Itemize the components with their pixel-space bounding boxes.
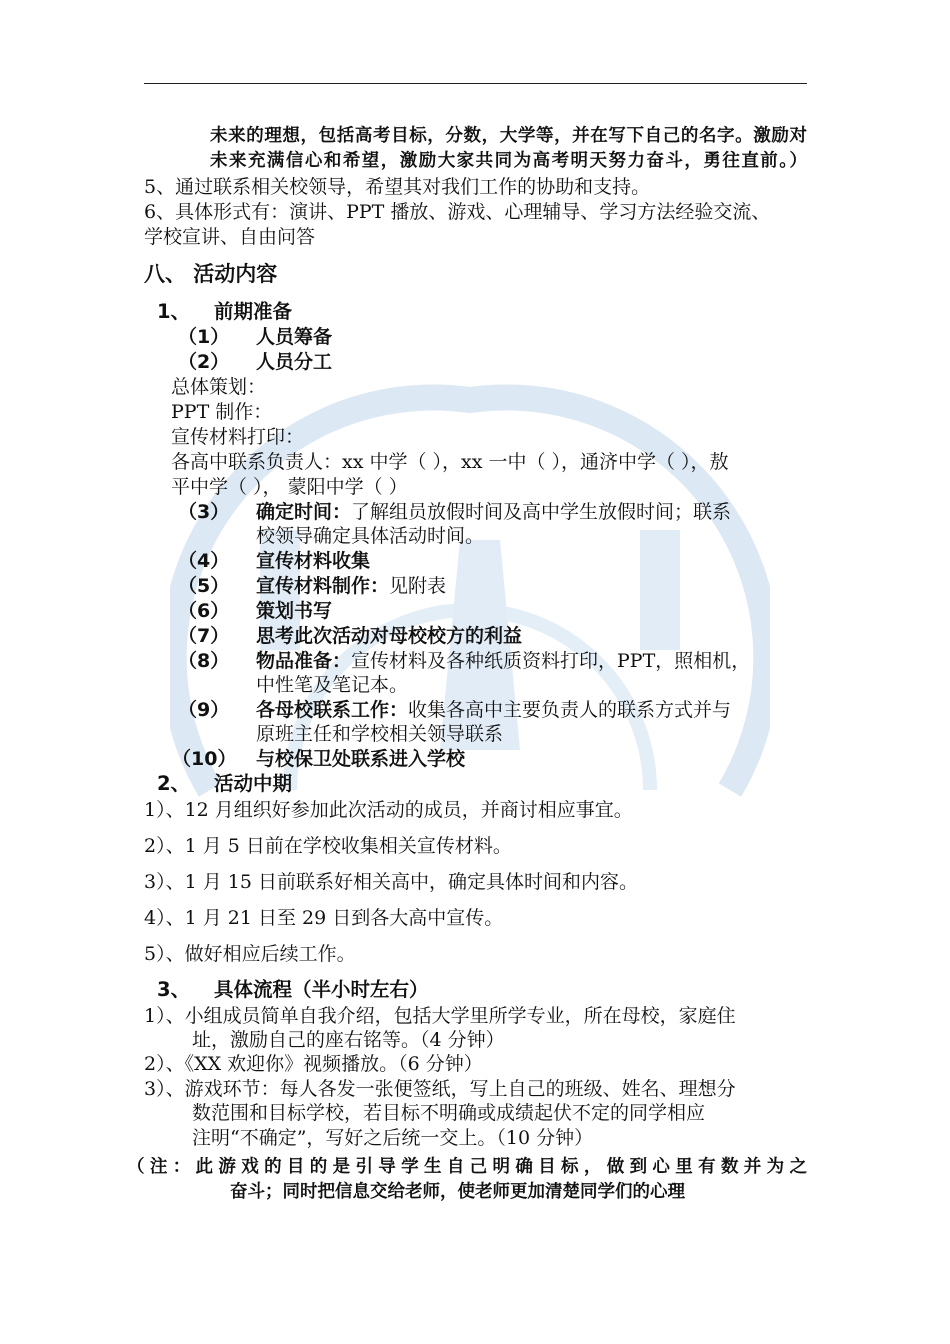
- item-number: （8）: [178, 650, 230, 672]
- text-line: 5、通过联系相关校领导，希望其对我们工作的协助和支持。: [144, 176, 651, 198]
- text-line: 原班主任和学校相关领导联系: [256, 723, 504, 745]
- item-number: （1）: [178, 326, 230, 348]
- text-line: 2）、1 月 5 日前在学校收集相关宣传材料。: [144, 835, 512, 857]
- text-line: 中性笔及笔记本。: [256, 674, 409, 696]
- note-line: （注：此游戏的目的是引导学生自己明确目标，做到心里有数并为之: [127, 1157, 807, 1177]
- subsection-title: 活动中期: [214, 772, 293, 795]
- item-title: 人员筹备: [256, 326, 333, 348]
- text-line: 3）、1 月 15 日前联系好相关高中，确定具体时间和内容。: [144, 871, 638, 893]
- text-line: 2）、《XX 欢迎你》视频播放。（6 分钟）: [144, 1053, 483, 1075]
- text-line: 4）、1 月 21 日至 29 日到各大高中宣传。: [144, 907, 504, 929]
- text-line: 未来充满信心和希望，激励大家共同为高考明天努力奋斗，勇往直前。）: [210, 151, 807, 171]
- item-line: [256, 500, 731, 524]
- item-line: [256, 649, 750, 673]
- text-line: 注明“不确定”，写好之后统一交上。（10 分钟）: [192, 1127, 594, 1149]
- header-rule: [144, 83, 807, 84]
- note-line: 奋斗；同时把信息交给老师，使老师更加清楚同学们的心理: [230, 1182, 685, 1202]
- item-number: （9）: [178, 699, 230, 721]
- item-title: 宣传材料收集: [256, 550, 371, 572]
- item-title: 宣传材料制作：: [256, 575, 390, 597]
- item-title: 人员分工: [256, 351, 333, 373]
- text-line: 6、具体形式有：演讲、PPT 播放、游戏、心理辅导、学习方法经验交流、: [144, 201, 771, 223]
- text-line: 3）、游戏环节：每人各发一张便签纸，写上自己的班级、姓名、理想分: [144, 1078, 736, 1100]
- item-title: 策划书写: [256, 600, 333, 622]
- item-number: （6）: [178, 600, 230, 622]
- text-line: 址，激励自己的座右铭等。（4 分钟）: [192, 1029, 505, 1051]
- item-title: 确定时间：: [256, 501, 352, 523]
- text-line: 数范围和目标学校，若目标不明确或成绩起伏不定的同学相应: [192, 1102, 706, 1124]
- text-line: 5）、做好相应后续工作。: [144, 943, 356, 965]
- item-number: （5）: [178, 575, 230, 597]
- text-line: 平中学（ ）， 蒙阳中学（ ）: [171, 476, 408, 498]
- item-text: 宣传材料及各种纸质资料打印，PPT，照相机，: [351, 650, 751, 672]
- subsection-number: 1、: [157, 300, 191, 323]
- text-line: 宣传材料打印：: [171, 426, 305, 448]
- item-title: 各母校联系工作：: [256, 699, 409, 721]
- text-line: 未来的理想，包括高考目标，分数，大学等，并在写下自己的名字。激励对: [210, 126, 807, 146]
- item-number: （4）: [178, 550, 230, 572]
- item-line: [256, 698, 731, 722]
- text-line: 学校宣讲、自由问答: [144, 226, 316, 248]
- text-line: 1）、12 月组织好参加此次活动的成员，并商讨相应事宜。: [144, 799, 633, 821]
- text-line: 总体策划：: [171, 376, 267, 398]
- item-number: （7）: [178, 625, 230, 647]
- item-text: 了解组员放假时间及高中学生放假时间；联系: [351, 501, 732, 523]
- item-number: （10）: [172, 748, 237, 770]
- text-line: 各高中联系负责人：xx 中学（ ），xx 一中（ ），通济中学（ ），敖: [171, 451, 729, 473]
- item-line: [256, 574, 446, 598]
- item-title: 物品准备：: [256, 650, 352, 672]
- subsection-number: 2、: [157, 772, 191, 795]
- text-line: 校领导确定具体活动时间。: [256, 525, 485, 547]
- subsection-title: 具体流程（半小时左右）: [214, 978, 429, 1001]
- item-number: （2）: [178, 351, 230, 373]
- subsection-number: 3、: [157, 978, 191, 1001]
- item-text: 收集各高中主要负责人的联系方式并与: [408, 699, 732, 721]
- text-line: 1）、小组成员简单自我介绍，包括大学里所学专业，所在母校，家庭住: [144, 1005, 736, 1027]
- item-title: 思考此次活动对母校校方的利益: [256, 625, 523, 647]
- subsection-title: 前期准备: [214, 300, 293, 323]
- item-text: 见附表: [389, 575, 447, 597]
- text-line: PPT 制作：: [171, 401, 273, 423]
- section-heading: 八、 活动内容: [144, 262, 278, 286]
- item-number: （3）: [178, 501, 230, 523]
- item-title: 与校保卫处联系进入学校: [256, 748, 466, 770]
